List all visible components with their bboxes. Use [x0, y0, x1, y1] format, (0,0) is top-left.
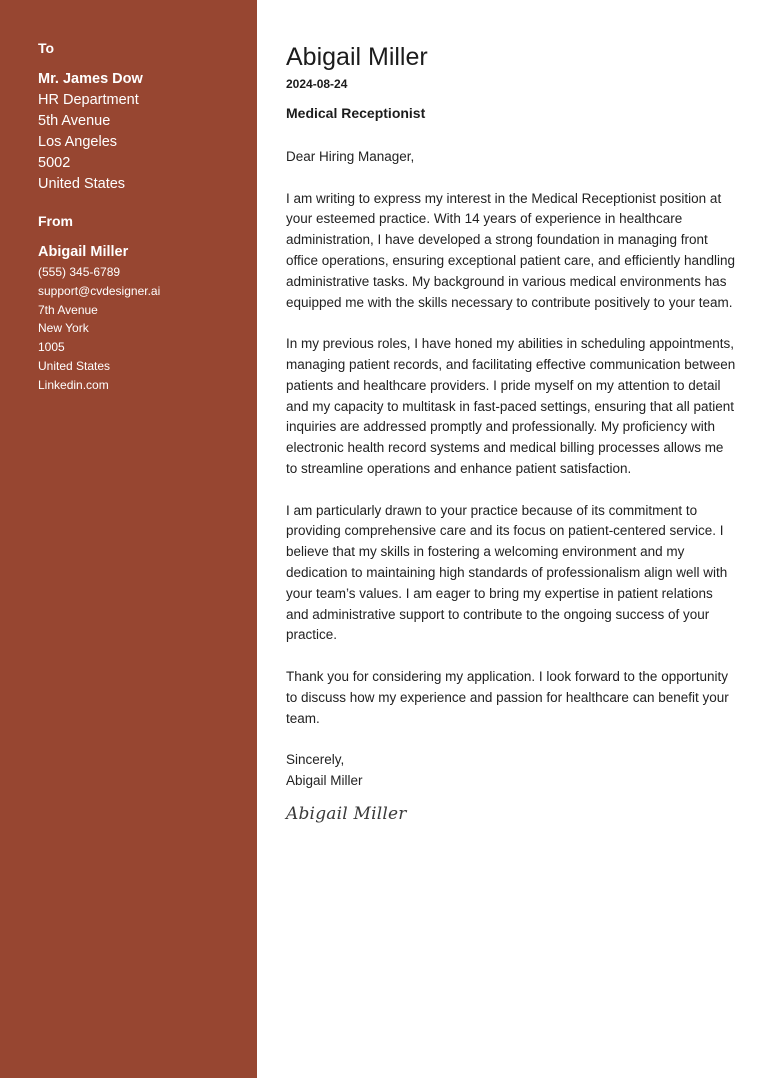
- sender-phone: (555) 345-6789: [38, 265, 121, 279]
- paragraph-1: I am writing to express my interest in the Medical Receptionist position at your esteemed practice. With 14 years of experience in healthcare administration, I have developed a strong foundation in managing front office operations, ensuring exceptional patient care, and efficiently handling administrative tasks. My background in various medical environments has equipped me with the skills necessary to contribute positively to your team.: [286, 190, 736, 310]
- letter-date: 2024-08-24: [286, 77, 348, 91]
- sender-email[interactable]: support@cvdesigner.ai: [38, 283, 161, 298]
- recipient-block: [38, 69, 237, 195]
- paragraph-4: Thank you for considering my application. I look forward to the opportunity to discuss how my experience and passion for healthcare can benefit your team.: [286, 668, 729, 726]
- letter-body: [257, 0, 768, 1078]
- sender-zip: 1005: [38, 340, 65, 355]
- recipient-department: HR Department: [38, 92, 139, 108]
- recipient-name: Mr. James Dow: [38, 71, 143, 87]
- closing-name: Abigail Miller: [286, 772, 363, 788]
- recipient-city: Los Angeles: [38, 134, 118, 150]
- closing: Sincerely,: [286, 752, 345, 768]
- sender-linkedin-link[interactable]: Linkedin.com: [38, 377, 109, 392]
- recipient-country: United States: [38, 176, 126, 192]
- recipient-zip: 5002: [38, 155, 71, 171]
- author-name: Abigail Miller: [286, 43, 428, 71]
- recipient-street: 5th Avenue: [38, 113, 111, 129]
- sender-street: 7th Avenue: [38, 302, 98, 317]
- sender-city: New York: [38, 321, 89, 336]
- job-title: Medical Receptionist: [286, 105, 426, 121]
- paragraph-3: I am particularly drawn to your practice because of its commitment to providing comprehensive care and its focus on patient-centered service. I believe that my skills in fostering a welcoming environment and my dedication to maintaining high standards of professionalism align well with your team’s values. I am eager to bring my expertise in patient relations and administrative support to contribute to the ongoing success of your practice.: [286, 502, 728, 643]
- sender-country: United States: [38, 358, 111, 373]
- handwritten-signature: Abigail Miller: [286, 803, 407, 824]
- paragraph-2: In my previous roles, I have honed my abilities in scheduling appointments, managing patient records, and facilitating effective communication between patients and healthcare providers. I pride myself on my attention to detail and my capacity to multitask in fast-paced settings, ensuring that all patient inquiries are addressed promptly and professionally. My proficiency with electronic health record systems and medical billing processes allows me to streamline operations and enhance patient satisfaction.: [286, 336, 736, 476]
- sender-block: [38, 242, 237, 395]
- from-label: From: [38, 213, 73, 229]
- greeting: Dear Hiring Manager,: [286, 149, 415, 164]
- sender-name: Abigail Miller: [38, 244, 129, 260]
- to-label: To: [38, 40, 55, 56]
- contact-sidebar: [0, 0, 257, 1078]
